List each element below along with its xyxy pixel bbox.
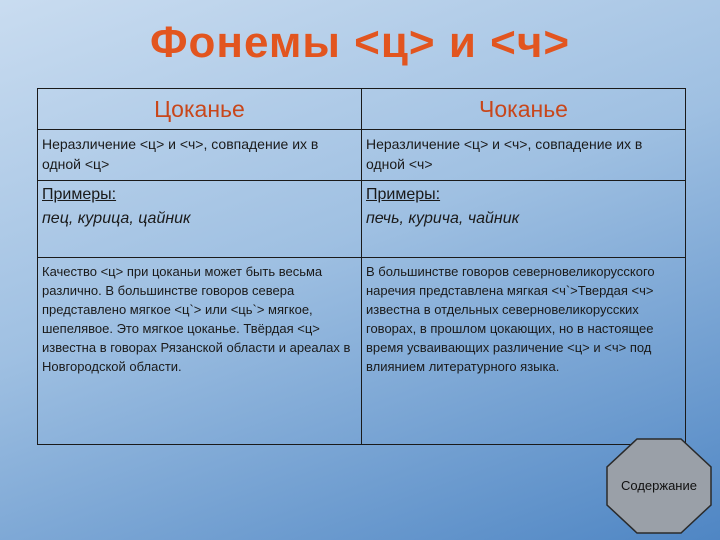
- examples-words: печь, курича, чайник: [366, 210, 520, 227]
- examples-row: [38, 181, 686, 258]
- examples-words: пец, курица, цайник: [42, 210, 191, 227]
- description-tsokanye: Качество <ц> при цоканьи может быть весьма различно. В большинстве говоров севера представлено мягкое <ц`> или <ць`> мягкое, шепелявое. Это мягкое цоканье. Твёрдая <ц> известна в говорах Рязанской области и ареалах в Новгородской области.: [38, 258, 362, 445]
- description-row: [38, 258, 686, 445]
- examples-chokanye: [362, 181, 686, 258]
- examples-tsokanye: [38, 181, 362, 258]
- header-chokanye: Чоканье: [362, 89, 686, 130]
- slide-title: Фонемы <ц> и <ч>: [149, 18, 571, 67]
- examples-label: Примеры:: [42, 186, 117, 203]
- contents-button[interactable]: [606, 438, 712, 534]
- header-tsokanye: Цоканье: [38, 89, 362, 130]
- header-row: [38, 89, 686, 130]
- description-chokanye: В большинстве говоров северновеликорусского наречия представлена мягкая <ч`>Твердая <ч> известна в отдельных северновеликорусских говорах, в прошлом цокающих, но в настоящее время усваивающих различение <ц> и <ч> под влиянием литературного языка.: [362, 258, 686, 445]
- definition-chokanye: Неразличение <ц> и <ч>, совпадение их в одной <ч>: [362, 130, 686, 181]
- definition-row: [38, 130, 686, 181]
- contents-button-label: Содержание: [621, 478, 697, 493]
- comparison-table: [37, 88, 686, 445]
- examples-label: Примеры:: [366, 186, 441, 203]
- definition-tsokanye: Неразличение <ц> и <ч>, совпадение их в одной <ц>: [38, 130, 362, 181]
